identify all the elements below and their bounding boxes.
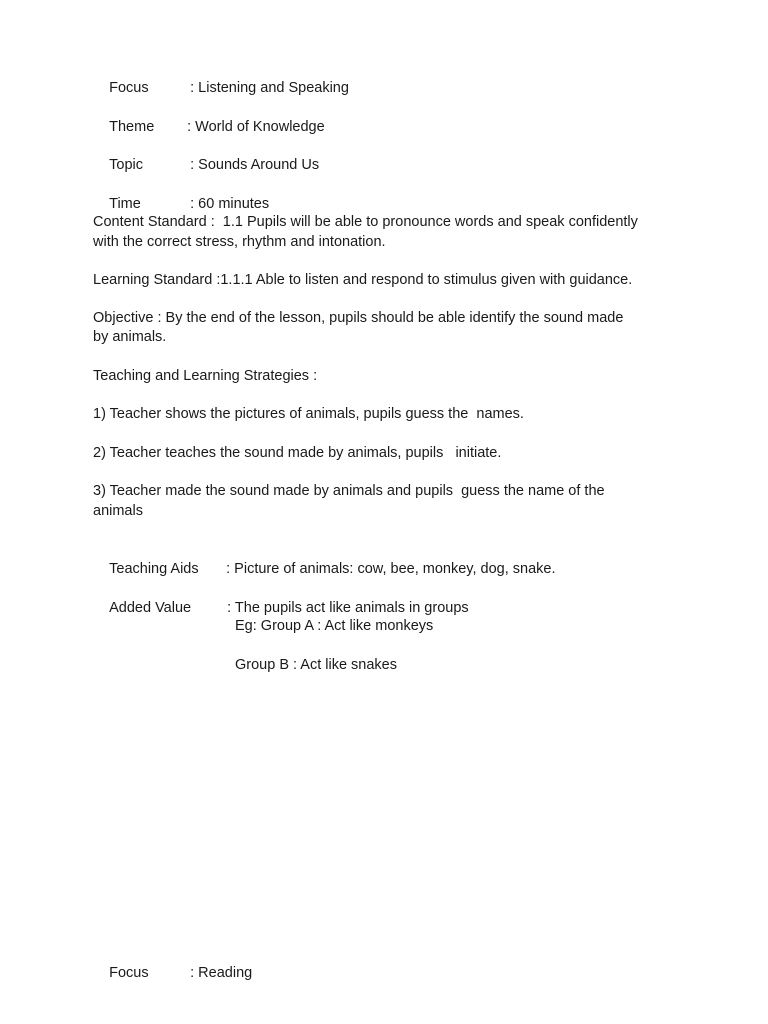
theme-label: Theme xyxy=(109,119,155,135)
focus-label: Focus xyxy=(109,80,149,96)
strategies-heading: Teaching and Learning Strategies : xyxy=(93,368,318,384)
added-value-example-2: Group B : Act like snakes xyxy=(235,657,397,673)
added-value-example-1: Eg: Group A : Act like monkeys xyxy=(235,618,434,634)
time-value: : 60 minutes xyxy=(190,196,270,212)
topic-label: Topic xyxy=(109,157,143,173)
next-focus-value: : Reading xyxy=(190,965,253,981)
next-focus-row xyxy=(93,943,252,1003)
time-label: Time xyxy=(109,196,141,212)
strategy-step-1: 1) Teacher shows the pictures of animals, pupils guess the names. xyxy=(93,406,524,422)
teaching-aids-label: Teaching Aids xyxy=(109,561,199,577)
added-value-label: Added Value xyxy=(109,600,192,616)
objective-line-2: by animals. xyxy=(93,329,167,345)
focus-value: : Listening and Speaking xyxy=(190,80,349,96)
strategy-step-2: 2) Teacher teaches the sound made by animals, pupils initiate. xyxy=(93,445,502,461)
strategy-step-3-line-1: 3) Teacher made the sound made by animals and pupils guess the name of the xyxy=(93,483,605,499)
added-value-value: : The pupils act like animals in groups xyxy=(227,600,469,616)
content-standard-line-1: Content Standard : 1.1 Pupils will be able to pronounce words and speak confidently xyxy=(93,214,638,230)
content-standard-line-2: with the correct stress, rhythm and intonation. xyxy=(93,234,386,250)
learning-standard: Learning Standard :1.1.1 Able to listen and respond to stimulus given with guidance. xyxy=(93,272,633,288)
objective-line-1: Objective : By the end of the lesson, pupils should be able identify the sound made xyxy=(93,310,624,326)
teaching-aids-value: : Picture of animals: cow, bee, monkey, dog, snake. xyxy=(226,561,556,577)
strategy-step-3-line-2: animals xyxy=(93,503,143,519)
topic-value: : Sounds Around Us xyxy=(190,157,320,173)
next-focus-label: Focus xyxy=(109,965,149,981)
theme-value: : World of Knowledge xyxy=(187,119,325,135)
